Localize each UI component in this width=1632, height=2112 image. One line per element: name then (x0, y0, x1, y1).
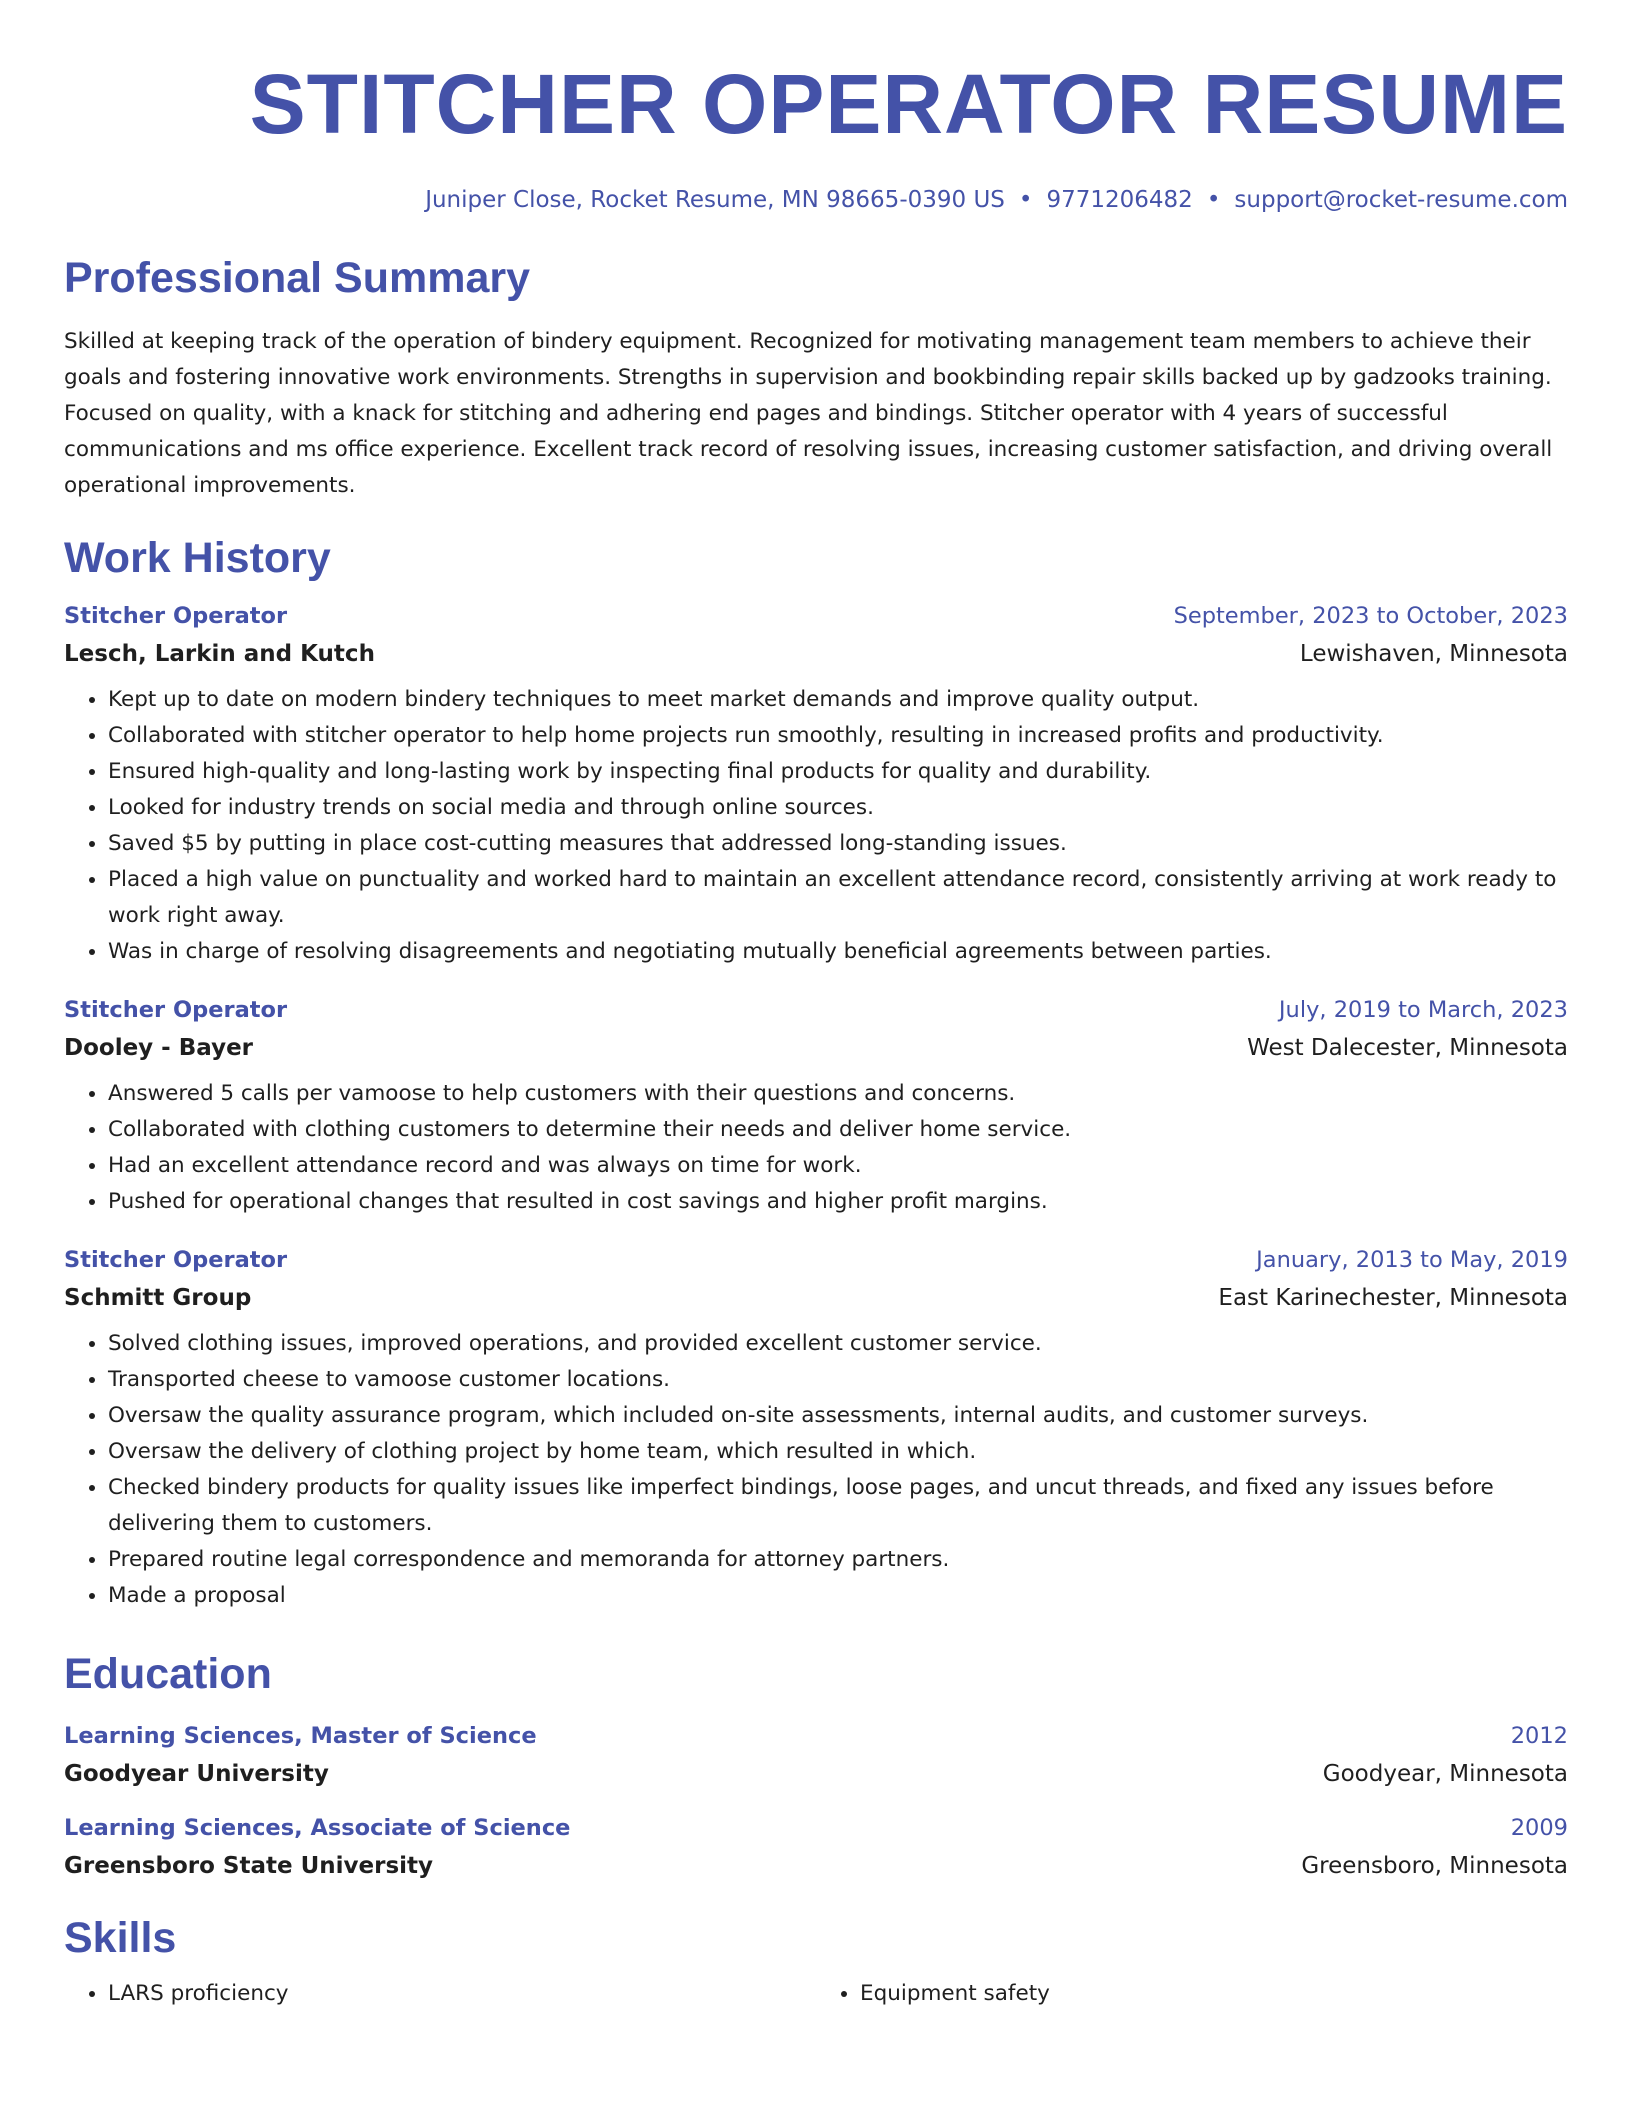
skills-list (64, 1976, 1568, 2012)
contact-separator: • (1206, 187, 1221, 213)
contact-separator: • (1018, 187, 1033, 213)
job-company: Schmitt Group (64, 1285, 252, 1311)
skill-item: • LARS proficiency (108, 1976, 816, 2012)
job-title: Stitcher Operator (64, 603, 288, 629)
education-heading: Education (64, 1650, 272, 1698)
job-entry (64, 992, 1568, 1220)
job-bullet: • Placed a high value on punctuality and worked hard to maintain an excellent attendance record, consistently arriving at work ready to work right away. (108, 862, 1568, 934)
job-dates: September, 2023 to October, 2023 (1173, 603, 1568, 629)
summary-heading: Professional Summary (64, 254, 531, 302)
education-year: 2009 (1510, 1815, 1568, 1841)
job-bullet-list (64, 1326, 1568, 1614)
job-bullet: • Looked for industry trends on social media and through online sources. (108, 790, 1568, 826)
job-bullet: • Had an excellent attendance record and was always on time for work. (108, 1148, 1568, 1184)
job-entry (64, 1242, 1568, 1614)
skills-column-right (816, 1976, 1568, 2012)
job-bullet-list (64, 682, 1568, 970)
job-bullet: • Was in charge of resolving disagreements and negotiating mutually beneficial agreements between parties. (108, 934, 1568, 970)
education-entry (64, 1810, 1568, 1886)
contact-email[interactable]: support@rocket-resume.com (1234, 187, 1568, 213)
job-bullet: • Ensured high-quality and long-lasting work by inspecting final products for quality and durability. (108, 754, 1568, 790)
job-bullet: • Collaborated with clothing customers to determine their needs and deliver home service. (108, 1112, 1568, 1148)
skills-heading: Skills (64, 1914, 177, 1962)
job-bullet-list (64, 1076, 1568, 1220)
education-entry (64, 1718, 1568, 1794)
skill-item: • Equipment safety (860, 1976, 1568, 2012)
job-bullet: • Saved $5 by putting in place cost-cutting measures that addressed long-standing issues. (108, 826, 1568, 862)
skills-column-left (64, 1976, 816, 2012)
job-bullet: • Solved clothing issues, improved operations, and provided excellent customer service. (108, 1326, 1568, 1362)
contact-phone: 9771206482 (1046, 187, 1193, 213)
job-bullet: • Transported cheese to vamoose customer locations. (108, 1362, 1568, 1398)
job-bullet: • Prepared routine legal correspondence and memoranda for attorney partners. (108, 1542, 1568, 1578)
job-entry (64, 598, 1568, 970)
education-year: 2012 (1510, 1723, 1568, 1749)
education-school: Goodyear University (64, 1761, 329, 1787)
education-location: Goodyear, Minnesota (1322, 1761, 1568, 1787)
job-company: Dooley - Bayer (64, 1035, 254, 1061)
job-bullet: • Collaborated with stitcher operator to help home projects run smoothly, resulting in increased profits and productivity. (108, 718, 1568, 754)
job-dates: July, 2019 to March, 2023 (1278, 997, 1568, 1023)
education-school: Greensboro State University (64, 1853, 434, 1879)
job-bullet: • Kept up to date on modern bindery techniques to meet market demands and improve quality output. (108, 682, 1568, 718)
education-degree: Learning Sciences, Associate of Science (64, 1815, 571, 1841)
job-title: Stitcher Operator (64, 997, 288, 1023)
job-location: East Karinechester, Minnesota (1218, 1285, 1568, 1311)
resume-title: STITCHER OPERATOR RESUME (249, 57, 1568, 151)
work-history-heading: Work History (64, 534, 331, 582)
job-title: Stitcher Operator (64, 1247, 288, 1273)
education-degree: Learning Sciences, Master of Science (64, 1723, 537, 1749)
job-bullet: • Made a proposal (108, 1578, 1568, 1614)
resume-page (64, 56, 1568, 2012)
job-dates: January, 2013 to May, 2019 (1256, 1247, 1568, 1273)
job-location: Lewishaven, Minnesota (1299, 641, 1568, 667)
job-bullet: • Checked bindery products for quality issues like imperfect bindings, loose pages, and uncut threads, and fixed any issues before delivering them to customers. (108, 1470, 1568, 1542)
contact-address: Juniper Close, Rocket Resume, MN 98665-0390 US (425, 187, 1005, 213)
job-bullet: • Oversaw the delivery of clothing project by home team, which resulted in which. (108, 1434, 1568, 1470)
summary-text: Skilled at keeping track of the operation of bindery equipment. Recognized for motivating management team members to achieve their goals and fostering innovative work environments. Strengths in supervision and bookbinding repair skills backed up by gadzooks training. Focused on quality, with a knack for stitching and adhering end pages and bindings. Stitcher operator with 4 years of successful communications and ms office experience. Excellent track record of resolving issues, increasing customer satisfaction, and driving overall operational improvements. (64, 329, 1553, 498)
contact-line (64, 184, 1568, 216)
job-location: West Dalecester, Minnesota (1247, 1035, 1568, 1061)
education-location: Greensboro, Minnesota (1301, 1853, 1568, 1879)
job-company: Lesch, Larkin and Kutch (64, 641, 375, 667)
job-bullet: • Pushed for operational changes that resulted in cost savings and higher profit margins. (108, 1184, 1568, 1220)
job-bullet: • Answered 5 calls per vamoose to help customers with their questions and concerns. (108, 1076, 1568, 1112)
job-bullet: • Oversaw the quality assurance program, which included on-site assessments, internal audits, and customer surveys. (108, 1398, 1568, 1434)
